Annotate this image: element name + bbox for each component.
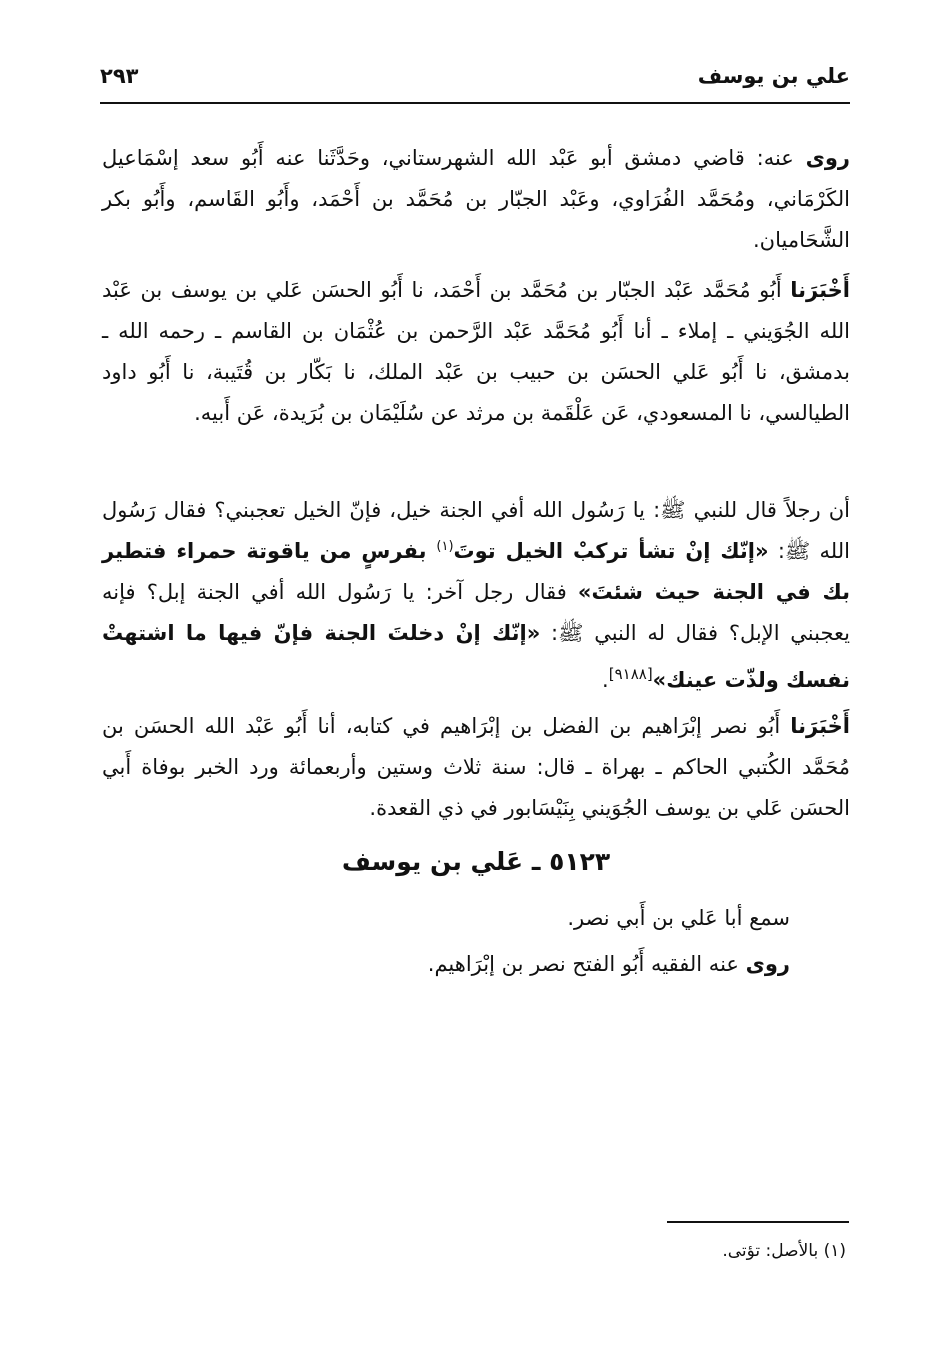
paragraph-text: عنه: قاضي دمشق أبو عَبْد الله الشهرستاني، وحَدَّثَنا عنه أَبُو سعد إسْمَاعيل الكَرْمَاني، ومُحَمَّد الفُرَاوي، وعَبْد الجبّار بن مُحَمَّد بن أَحْمَد، وأَبُو القَاسم، وأَبُو بكر الشَّحَاميان. [102,146,850,252]
entry-line-1: سمع أبا عَلي بن أَبي نصر. [567,906,790,930]
header-rule [100,102,850,104]
paragraph-lead-word: أَخْبَرَنا [790,278,850,302]
hadith-quote-2: بفرسٍ من ياقوتة حمراء فتطير بك في الجنة حيث شئتَ» [102,539,850,604]
page-number: ٢٩٣ [100,64,139,88]
hadith-quote-3: «إنّك إنْ دخلتَ الجنة فإنّ فيها ما اشتهتْ نفسك ولذّت عينك» [102,621,850,692]
entry-line-2 [428,944,790,984]
hadith-number: [٩١٨٨] [608,665,653,683]
footnote: (١) بالأصل: تؤتى. [722,1241,846,1261]
footnote-rule [667,1221,849,1223]
paragraph-text: أَبُو مُحَمَّد عَبْد الجبّار بن مُحَمَّد بن أَحْمَد، نا أَبُو الحسَن عَلي بن يوسف بن عَبْد الله الجُوَيني ـ إملاء ـ أنا أَبُو مُحَمَّد عَبْد الرَّحمن بن عُثْمَان بن القاسم ـ رحمه الله ـ بدمشق، نا أَبُو عَلي الحسَن بن حبيب بن عَبْد الملك، نا بَكّار بن قُتَيبة، نا أَبُو داود الطيالسي، نا المسعودي، عَن عَلْقَمة بن مرثد عن سُلَيْمَان بن بُرَيدة، عَن أَبيه. [102,278,850,425]
paragraph-hadith [102,490,850,701]
footnote-mark: (١) [436,539,454,554]
paragraph-lead-word: روى [805,146,850,170]
entry-lead-word: روى [745,952,790,976]
paragraph-narrators [102,138,850,261]
hadith-text-2: فقال رجل آخر: يا رَسُول الله أفي الجنة إبل؟ فإنه يعجبني الإبل؟ فقال له النبي ﷺ: [102,580,851,645]
entry-heading: ٥١٢٣ ـ عَلي بن يوسف [341,847,611,876]
paragraph-death-report [102,706,850,829]
entry-line-2-text: عنه الفقيه أَبُو الفتح نصر بن إبْرَاهيم. [427,952,746,976]
hadith-text-1: أن رجلاً قال للنبي ﷺ: يا رَسُول الله أفي الجنة خيل، فإنّ الخيل تعجبني؟ فقال رَسُول الله ﷺ: [102,498,850,563]
hadith-end: . [602,668,609,692]
hadith-quote-1: «إنّك إنْ تشأ تركبْ الخيل توتَ [453,539,769,563]
running-head [100,64,850,94]
paragraph-isnad [102,270,850,434]
paragraph-lead-word: أَخْبَرَنا [790,714,850,738]
paragraph-text: أَبُو نصر إبْرَاهيم بن الفضل بن إبْرَاهيم في كتابه، أنا أَبُو عَبْد الله الحسَن بن مُحَمَّد الكُتبي الحاكم ـ بهراة ـ قال: سنة ثلاث وستين وأربعمائة ورد الخبر بوفاة أَبي الحسَن عَلي بن يوسف الجُوَيني بِنَيْسَابور في ذي القعدة. [102,714,850,820]
running-title: علي بن يوسف [697,64,850,88]
